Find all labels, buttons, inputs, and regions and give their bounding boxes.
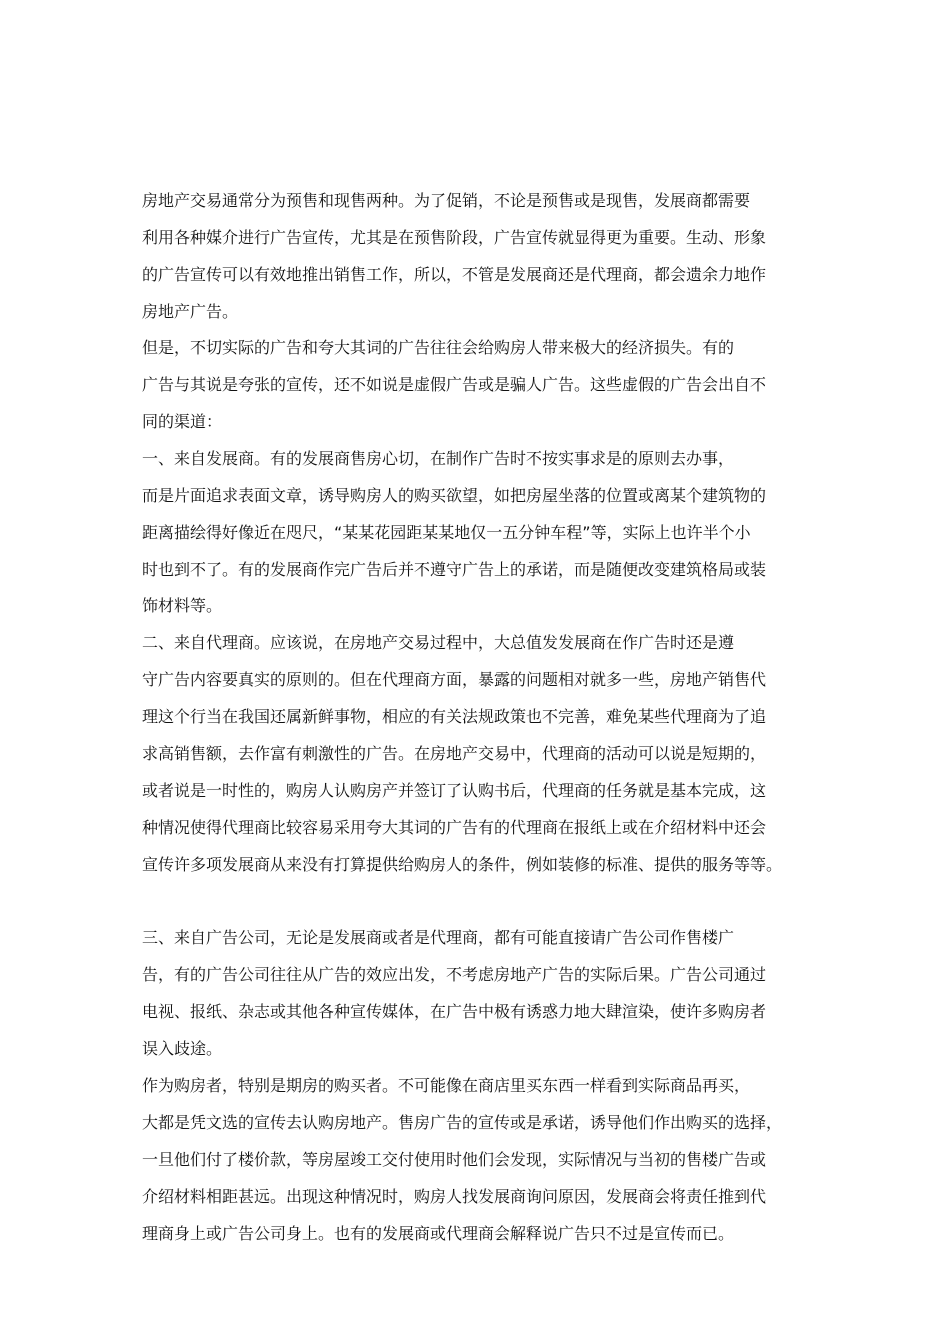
paragraph-3-line-3: 距离描绘得好像近在咫尺，“某某花园距某某地仅一五分钟车程”等，实际上也许半个小 [142, 523, 751, 542]
paragraph-5-line-2: 告，有的广告公司往往从广告的效应出发，不考虑房地产广告的实际后果。广告公司通过 [142, 965, 767, 984]
paragraph-1-line-1: 房地产交易通常分为预售和现售两种。为了促销，不论是预售或是现售，发展商都需要 [142, 191, 751, 210]
paragraph-6-line-2: 大都是凭文选的宣传去认购房地产。售房广告的宣传或是承诺，诱导他们作出购买的选择， [142, 1113, 783, 1132]
paragraph-3-line-1: 一、来自发展商。有的发展商售房心切，在制作广告时不按实事求是的原则去办事， [142, 449, 735, 468]
paragraph-4-line-2: 守广告内容要真实的原则的。但在代理商方面，暴露的问题相对就多一些，房地产销售代 [142, 670, 767, 689]
paragraph-2-line-3: 同的渠道： [142, 412, 223, 431]
paragraph-4-line-7: 宣传许多项发展商从来没有打算提供给购房人的条件，例如装修的标准、提供的服务等等。 [142, 855, 783, 874]
paragraph-5-line-4: 误入歧途。 [142, 1039, 223, 1058]
paragraph-3-line-5: 饰材料等。 [142, 596, 223, 615]
paragraph-6-line-4: 介绍材料相距甚远。出现这种情况时，购房人找发展商询问原因，发展商会将责任推到代 [142, 1187, 767, 1206]
paragraph-1-line-4: 房地产广告。 [142, 302, 239, 321]
paragraph-5-line-1: 三、来自广告公司，无论是发展商或者是代理商，都有可能直接请广告公司作售楼广 [142, 928, 735, 947]
paragraph-4-line-5: 或者说是一时性的，购房人认购房产并签订了认购书后，代理商的任务就是基本完成，这 [142, 781, 767, 800]
paragraph-4-line-6: 种情况使得代理商比较容易采用夸大其词的广告有的代理商在报纸上或在介绍材料中还会 [142, 818, 767, 837]
paragraph-2-line-2: 广告与其说是夸张的宣传，还不如说是虚假广告或是骗人广告。这些虚假的广告会出自不 [142, 375, 767, 394]
paragraph-4-line-1: 二、来自代理商。应该说，在房地产交易过程中，大总值发发展商在作广告时还是遵 [142, 633, 735, 652]
paragraph-2-line-1: 但是，不切实际的广告和夸大其词的广告往往会给购房人带来极大的经济损失。有的 [142, 338, 735, 357]
paragraph-6-line-3: 一旦他们付了楼价款，等房屋竣工交付使用时他们会发现，实际情况与当初的售楼广告或 [142, 1150, 767, 1169]
paragraph-4-line-3: 理这个行当在我国还属新鲜事物，相应的有关法规政策也不完善，难免某些代理商为了追 [142, 707, 767, 726]
paragraph-4-line-4: 求高销售额，去作富有刺激性的广告。在房地产交易中，代理商的活动可以说是短期的， [142, 744, 767, 763]
paragraph-5-line-3: 电视、报纸、杂志或其他各种宣传媒体，在广告中极有诱惑力地大肆渲染，使许多购房者 [142, 1002, 767, 1021]
paragraph-6-line-5: 理商身上或广告公司身上。也有的发展商或代理商会解释说广告只不过是宣传而已。 [142, 1224, 735, 1243]
paragraph-6-line-1: 作为购房者，特别是期房的购买者。不可能像在商店里买东西一样看到实际商品再买， [142, 1076, 751, 1095]
paragraph-1-line-2: 利用各种媒介进行广告宣传，尤其是在预售阶段，广告宣传就显得更为重要。生动、形象 [142, 228, 767, 247]
paragraph-1-line-3: 的广告宣传可以有效地推出销售工作，所以，不管是发展商还是代理商，都会遗余力地作 [142, 265, 767, 284]
paragraph-3-line-4: 时也到不了。有的发展商作完广告后并不遵守广告上的承诺，而是随便改变建筑格局或装 [142, 560, 767, 579]
paragraph-3-line-2: 而是片面追求表面文章，诱导购房人的购买欲望，如把房屋坐落的位置或离某个建筑物的 [142, 486, 767, 505]
